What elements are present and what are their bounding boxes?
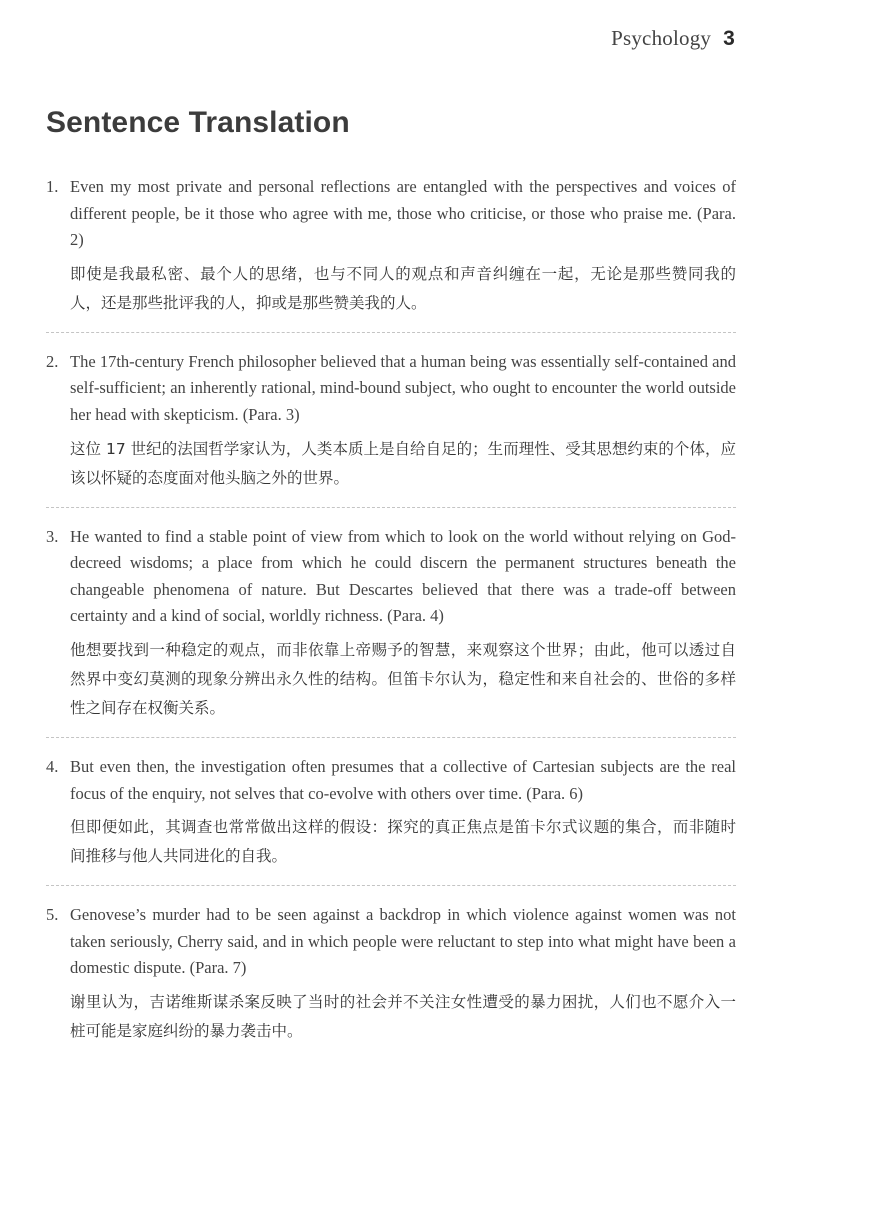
chinese-translation: 但即便如此，其调查也常常做出这样的假设：探究的真正焦点是笛卡尔式议题的集合，而非随时间推移与他人共同进化的自我。 <box>70 818 736 866</box>
translation-item-3 <box>46 524 736 738</box>
item-number: 4. <box>46 756 59 776</box>
chinese-translation: 谢里认为，吉诺维斯谋杀案反映了当时的社会并不关注女性遭受的暴力困扰，人们也不愿介入一桩可能是家庭纠纷的暴力袭击中。 <box>70 992 736 1040</box>
chinese-translation: 即使是我最私密、最个人的思绪，也与不同人的观点和声音纠缠在一起，无论是那些赞同我的人，还是那些批评我的人，抑或是那些赞美我的人。 <box>70 264 736 312</box>
item-number: 3. <box>46 526 59 546</box>
english-sentence: He wanted to find a stable point of view from which to look on the world without relying on God-decreed wisdoms; a place from which he could discern the permanent structures beneath the changeable phenomena of nature. But Descartes believed that there was a trade-off between certainty and a kind of social, worldly richness. (Para. 4) <box>70 526 736 626</box>
section-title: Sentence Translation <box>46 106 350 139</box>
chapter-name: Psychology <box>611 26 712 50</box>
english-sentence: The 17th-century French philosopher believed that a human being was essentially self-contained and self-sufficient; an inherently rational, mind-bound subject, who ought to encounter the world outside her head with skepticism. (Para. 3) <box>70 351 736 424</box>
page-number: 3 <box>723 27 735 50</box>
translation-item-2 <box>46 349 736 508</box>
translation-item-1 <box>46 174 736 333</box>
english-sentence: But even then, the investigation often presumes that a collective of Cartesian subjects are the real focus of the enquiry, not selves that co-evolve with others over time. (Para. 6) <box>70 756 736 803</box>
chinese-translation: 他想要找到一种稳定的观点，而非依靠上帝赐予的智慧，来观察这个世界；由此，他可以透过自然界中变幻莫测的现象分辨出永久性的结构。但笛卡尔认为，稳定性和来自社会的、世俗的多样性之间存在权衡关系。 <box>70 640 736 717</box>
item-number: 5. <box>46 905 59 925</box>
running-header <box>611 26 735 51</box>
translation-item-5 <box>46 902 736 1060</box>
translation-item-4 <box>46 754 736 886</box>
item-number: 2. <box>46 351 59 371</box>
english-sentence: Genovese’s murder had to be seen against a backdrop in which violence against women was not taken seriously, Cherry said, and in which people were reluctant to step into what might have been a domestic dispute. (Para. 7) <box>70 905 736 978</box>
chinese-translation: 这位 17 世纪的法国哲学家认为，人类本质上是自给自足的；生而理性、受其思想约束的个体，应该以怀疑的态度面对他头脑之外的世界。 <box>70 439 736 487</box>
english-sentence: Even my most private and personal reflections are entangled with the perspectives and voices of different people, be it those who agree with me, those who criticise, or those who praise me. (Para. 2) <box>70 177 736 250</box>
item-number: 1. <box>46 177 59 196</box>
translation-list <box>46 174 736 1076</box>
